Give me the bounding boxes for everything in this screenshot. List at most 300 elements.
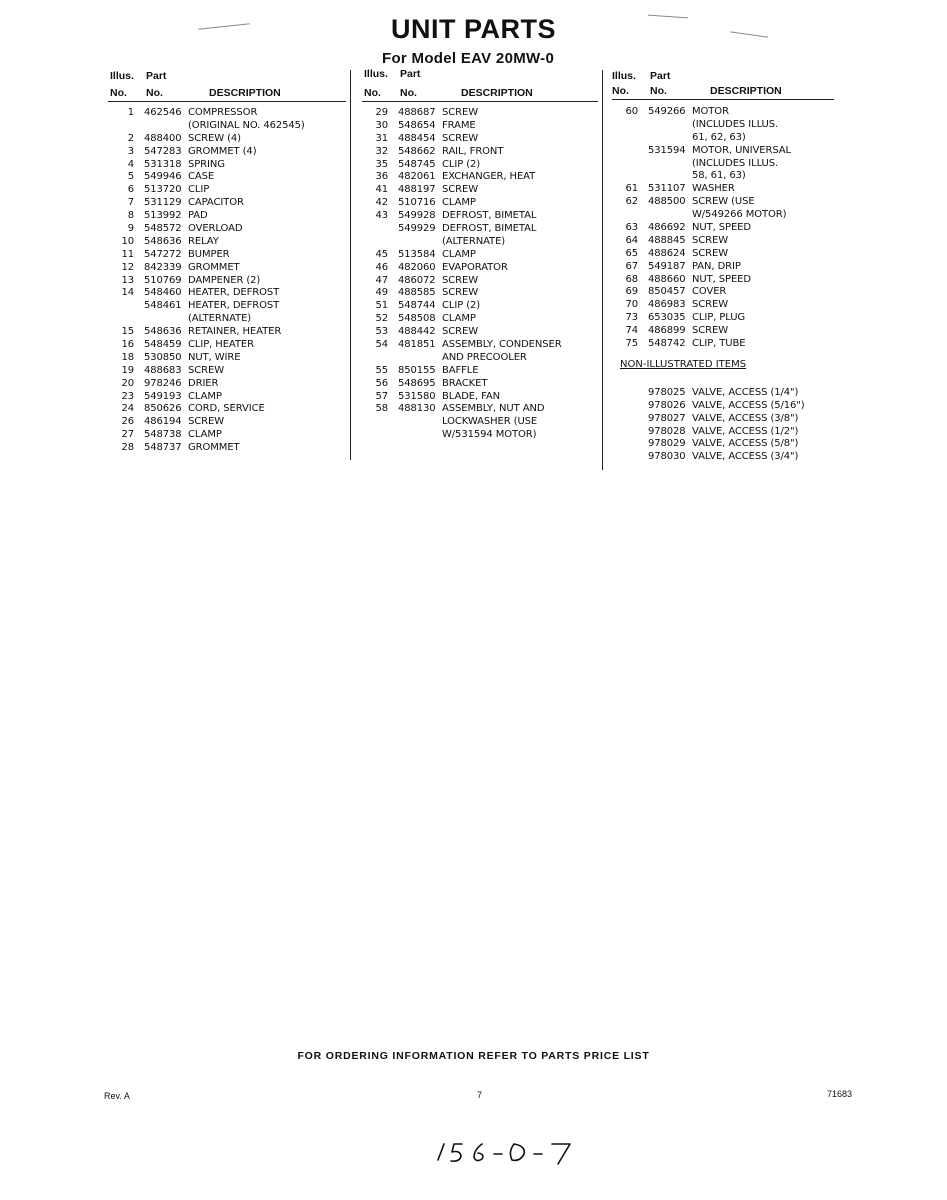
illus-number: 41 [375, 184, 388, 196]
part-number: 548459 [144, 339, 182, 351]
parts-column-1 [108, 68, 346, 455]
illus-number: 18 [121, 351, 134, 363]
illus-number: 70 [625, 299, 638, 311]
part-row [612, 426, 834, 439]
parts-column-2 [362, 68, 598, 442]
model-subtitle: For Model EAV 20MW-0 [382, 50, 555, 67]
part-number: 530850 [144, 351, 182, 363]
part-row [362, 339, 598, 352]
part-number: 548662 [398, 145, 436, 157]
part-no-label: No. [400, 87, 417, 99]
illus-number: 42 [375, 197, 388, 209]
part-number: 850626 [144, 403, 182, 415]
part-number: 548461 [144, 300, 182, 312]
part-description: EVAPORATOR [442, 261, 508, 273]
part-row [612, 325, 834, 338]
part-description: HEATER, DEFROST [188, 300, 280, 312]
part-description: CLAMP [188, 390, 222, 402]
part-number: 488687 [398, 107, 436, 118]
illus-number [612, 426, 648, 439]
illus-number [108, 313, 144, 326]
part-row [612, 338, 834, 351]
part-number: 978026 [648, 399, 686, 411]
part-description: CORD, SERVICE [188, 403, 265, 415]
illus-number: 13 [121, 274, 134, 286]
illus-number: 36 [375, 171, 388, 183]
part-row [612, 183, 834, 196]
part-number: 548508 [398, 313, 436, 325]
part-row [612, 451, 834, 464]
part-description: W/549266 MOTOR) [692, 209, 787, 221]
part-description: COVER [692, 286, 727, 298]
part-description: PAN, DRIP [692, 260, 741, 272]
part-number: 549193 [144, 390, 182, 402]
part-number: 513992 [144, 210, 182, 222]
illus-number: 32 [375, 145, 388, 157]
part-description: ASSEMBLY, NUT AND [442, 403, 545, 415]
part-description: SCREW [188, 416, 224, 428]
part-number: 531580 [398, 390, 436, 402]
part-description: RELAY [188, 235, 219, 247]
part-row [362, 313, 598, 326]
illus-number: 64 [625, 234, 638, 246]
part-number: 978025 [648, 386, 686, 398]
column-divider [350, 70, 351, 460]
part-description: VALVE, ACCESS (1/2") [692, 425, 799, 437]
part-row [108, 249, 346, 262]
illus-number: 69 [625, 286, 638, 298]
illus-number: 2 [127, 132, 134, 144]
part-description: 61, 62, 63) [692, 131, 746, 143]
illus-number: 62 [625, 196, 638, 208]
part-row [612, 132, 834, 145]
illus-number: 68 [625, 273, 638, 285]
part-description: GROMMET [188, 261, 240, 273]
part-number: 488683 [144, 364, 182, 376]
part-description: OVERLOAD [188, 223, 243, 235]
part-description: RETAINER, HEATER [188, 326, 282, 338]
part-row [612, 438, 834, 451]
part-row [108, 442, 346, 455]
part-description: CLAMP [188, 429, 222, 441]
illus-number: 6 [127, 184, 134, 196]
part-row [612, 286, 834, 299]
part-number: 531129 [144, 197, 182, 209]
illus-number: 60 [625, 106, 638, 117]
part-row [108, 159, 346, 172]
illus-number: 29 [375, 107, 388, 118]
part-description: DRIER [188, 377, 219, 389]
part-number: 547272 [144, 248, 182, 260]
part-description: HEATER, DEFROST [188, 287, 280, 299]
column-header [362, 68, 598, 102]
illus-number: 58 [375, 403, 388, 415]
part-description: VALVE, ACCESS (3/8") [692, 412, 799, 424]
part-number: 549266 [648, 106, 686, 117]
part-description: SPRING [188, 158, 225, 170]
part-row [362, 352, 598, 365]
part-label: Part [650, 70, 671, 82]
part-number: 548460 [144, 287, 182, 299]
description-label: DESCRIPTION [461, 87, 533, 99]
part-description: W/531594 MOTOR) [442, 429, 537, 441]
part-row [108, 223, 346, 236]
illus-no-label: No. [612, 85, 629, 97]
part-description: AND PRECOOLER [442, 351, 527, 363]
part-description: SCREW (4) [188, 132, 241, 144]
part-description: GROMMET (4) [188, 145, 257, 157]
illus-number: 24 [121, 403, 134, 415]
illus-number: 73 [625, 312, 638, 324]
part-number: 513720 [144, 184, 182, 196]
part-description: 58, 61, 63) [692, 170, 746, 182]
part-description: RAIL, FRONT [442, 145, 504, 157]
part-row [108, 378, 346, 391]
part-description: SCREW [442, 274, 478, 286]
part-number: 978027 [648, 412, 686, 424]
part-number: 513584 [398, 248, 436, 260]
part-number [648, 158, 692, 171]
illus-number: 15 [121, 326, 134, 338]
illus-number: 57 [375, 390, 388, 402]
part-row [108, 107, 346, 120]
part-description: (ORIGINAL NO. 462545) [188, 119, 305, 131]
illus-number: 11 [121, 248, 134, 260]
illus-number: 27 [121, 429, 134, 441]
part-number: 481851 [398, 339, 436, 351]
part-number: 850457 [648, 286, 686, 298]
part-number: 548572 [144, 223, 182, 235]
part-description: NUT, SPEED [692, 222, 751, 234]
part-number: 486899 [648, 325, 686, 337]
part-no-label: No. [146, 87, 163, 99]
part-number [144, 313, 188, 326]
illus-number: 28 [121, 442, 134, 454]
header-rule [612, 99, 834, 100]
illus-number: 35 [375, 158, 388, 170]
part-row [108, 403, 346, 416]
part-row [612, 196, 834, 209]
part-description: CLIP (2) [442, 158, 481, 170]
illus-number: 49 [375, 287, 388, 299]
part-row [362, 184, 598, 197]
part-row [362, 197, 598, 210]
part-row [612, 400, 834, 413]
part-description: VALVE, ACCESS (5/16") [692, 399, 805, 411]
part-row [108, 262, 346, 275]
part-number: 548654 [398, 119, 436, 131]
part-description: COMPRESSOR [188, 107, 258, 118]
part-number: 548737 [144, 442, 182, 454]
part-row [108, 171, 346, 184]
part-row [362, 391, 598, 404]
part-description: EXCHANGER, HEAT [442, 171, 536, 183]
part-description: CLIP (2) [442, 300, 481, 312]
parts-rows [108, 107, 346, 455]
part-number: 549929 [398, 223, 436, 235]
part-row [362, 249, 598, 262]
part-description: FRAME [442, 119, 476, 131]
illus-number: 1 [127, 107, 134, 118]
part-number: 488500 [648, 196, 686, 208]
part-description: (INCLUDES ILLUS. [692, 157, 779, 169]
illus-number: 65 [625, 247, 638, 259]
part-row [612, 158, 834, 171]
part-description: MOTOR, UNIVERSAL [692, 144, 791, 156]
part-row [362, 133, 598, 146]
part-number [398, 236, 442, 249]
part-row [612, 248, 834, 261]
illus-number: 46 [375, 261, 388, 273]
illus-number [612, 209, 648, 222]
part-description: SCREW [442, 326, 478, 338]
part-number: 548744 [398, 300, 436, 312]
part-description: (ALTERNATE) [442, 235, 506, 247]
part-row [108, 287, 346, 300]
part-row [362, 159, 598, 172]
part-number: 488585 [398, 287, 436, 299]
part-number [398, 352, 442, 365]
part-number: 531318 [144, 158, 182, 170]
illus-number [612, 119, 648, 132]
part-row [612, 235, 834, 248]
part-description: SCREW [692, 234, 728, 246]
illus-number [362, 223, 398, 236]
ordering-note: FOR ORDERING INFORMATION REFER TO PARTS PRICE LIST [297, 1050, 650, 1062]
part-number: 548636 [144, 326, 182, 338]
illus-label: Illus. [364, 68, 388, 80]
illus-number [612, 170, 648, 183]
part-number: 531594 [648, 144, 686, 156]
part-description: SCREW (USE [692, 196, 755, 208]
part-number: 549946 [144, 171, 182, 183]
part-number: 548636 [144, 235, 182, 247]
part-row [108, 184, 346, 197]
illus-number: 3 [127, 145, 134, 157]
part-number: 486194 [144, 416, 182, 428]
part-row [612, 209, 834, 222]
part-number [648, 209, 692, 222]
part-description: BUMPER [188, 248, 230, 260]
handwritten-note [430, 1132, 580, 1168]
part-row [612, 145, 834, 158]
part-row [108, 326, 346, 339]
part-number: 488624 [648, 247, 686, 259]
illus-number: 7 [127, 197, 134, 209]
part-row [362, 416, 598, 429]
part-number [648, 170, 692, 183]
part-row [108, 120, 346, 133]
part-description: SCREW [692, 325, 728, 337]
part-number: 842339 [144, 261, 182, 273]
part-label: Part [146, 70, 167, 82]
part-description: (INCLUDES ILLUS. [692, 118, 779, 130]
part-description: SCREW [442, 184, 478, 196]
part-row [108, 197, 346, 210]
illus-no-label: No. [364, 87, 381, 99]
illus-number [612, 158, 648, 171]
illus-number: 56 [375, 377, 388, 389]
part-number: 488197 [398, 184, 436, 196]
part-description: SCREW [442, 107, 478, 118]
parts-rows [612, 106, 834, 351]
illus-number [612, 438, 648, 451]
part-number: 549928 [398, 210, 436, 222]
part-row [612, 387, 834, 400]
part-description: WASHER [692, 183, 735, 195]
part-row [612, 312, 834, 325]
part-row [362, 326, 598, 339]
part-description: CLIP [188, 184, 210, 196]
part-description: VALVE, ACCESS (5/8") [692, 438, 799, 450]
part-number: 548745 [398, 158, 436, 170]
part-row [362, 146, 598, 159]
illus-number [362, 236, 398, 249]
illus-number: 4 [127, 158, 134, 170]
part-row [108, 146, 346, 159]
part-number: 548742 [648, 338, 686, 350]
part-row [362, 365, 598, 378]
revision-label: Rev. A [104, 1091, 130, 1101]
illus-number: 75 [625, 338, 638, 350]
illus-number: 9 [127, 223, 134, 235]
illus-number: 53 [375, 326, 388, 338]
part-description: SCREW [188, 364, 224, 376]
illus-number [362, 429, 398, 442]
part-number: 488660 [648, 273, 686, 285]
part-description: CLAMP [442, 197, 476, 209]
part-number: 482060 [398, 261, 436, 273]
part-number [648, 119, 692, 132]
part-description: PAD [188, 210, 208, 222]
illus-no-label: No. [110, 87, 127, 99]
part-row [362, 236, 598, 249]
part-row [108, 429, 346, 442]
part-description: DEFROST, BIMETAL [442, 210, 537, 222]
document-code: 71683 [827, 1089, 853, 1099]
part-number: 978029 [648, 438, 686, 450]
part-row [108, 236, 346, 249]
part-row [108, 365, 346, 378]
illus-number: 26 [121, 416, 134, 428]
illus-number: 14 [121, 287, 134, 299]
part-description: NUT, WIRE [188, 351, 241, 363]
part-description: DAMPENER (2) [188, 274, 261, 286]
illus-number [108, 300, 144, 313]
part-row [108, 352, 346, 365]
illus-number [612, 132, 648, 145]
illus-number [108, 120, 144, 133]
part-row [362, 107, 598, 120]
illus-number: 54 [375, 339, 388, 351]
illus-number: 51 [375, 300, 388, 312]
part-number: 488845 [648, 234, 686, 246]
part-row [362, 429, 598, 442]
non-illustrated-heading: NON-ILLUSTRATED ITEMS [620, 358, 747, 370]
illus-number: 47 [375, 274, 388, 286]
part-description: MOTOR [692, 106, 729, 117]
non-illustrated-rows [612, 387, 834, 464]
part-row [362, 275, 598, 288]
part-row [108, 275, 346, 288]
part-row [612, 299, 834, 312]
part-row [612, 261, 834, 274]
illus-number: 20 [121, 377, 134, 389]
part-number: 510716 [398, 197, 436, 209]
page-title: UNIT PARTS [391, 14, 556, 44]
part-description: SCREW [692, 247, 728, 259]
part-number: 462546 [144, 107, 182, 118]
header-rule [362, 101, 598, 102]
illus-number [612, 400, 648, 413]
illus-number: 10 [121, 235, 134, 247]
part-description: NUT, SPEED [692, 273, 751, 285]
part-row [108, 133, 346, 146]
part-row [362, 210, 598, 223]
part-number: 486072 [398, 274, 436, 286]
part-row [612, 274, 834, 287]
part-number [398, 416, 442, 429]
illus-number: 67 [625, 260, 638, 272]
part-number: 653035 [648, 312, 686, 324]
illus-number: 61 [625, 183, 638, 195]
part-description: SCREW [442, 132, 478, 144]
part-number [648, 132, 692, 145]
part-row [612, 119, 834, 132]
illus-label: Illus. [612, 70, 636, 82]
part-row [108, 313, 346, 326]
part-number: 488130 [398, 403, 436, 415]
part-description: CLIP, PLUG [692, 312, 746, 324]
part-description: CAPACITOR [188, 197, 244, 209]
illus-number: 74 [625, 325, 638, 337]
part-row [108, 210, 346, 223]
part-number: 486983 [648, 299, 686, 311]
part-row [362, 300, 598, 313]
part-description: SCREW [692, 299, 728, 311]
part-number: 486692 [648, 222, 686, 234]
part-description: VALVE, ACCESS (1/4") [692, 386, 799, 398]
part-description: CLIP, HEATER [188, 339, 254, 351]
part-description: LOCKWASHER (USE [442, 416, 538, 428]
illus-number: 31 [375, 132, 388, 144]
part-description: CLAMP [442, 313, 476, 325]
parts-rows [362, 107, 598, 442]
part-number: 547283 [144, 145, 182, 157]
part-row [108, 339, 346, 352]
part-number: 978030 [648, 451, 686, 463]
illus-number [612, 387, 648, 400]
part-row [362, 287, 598, 300]
illus-number [362, 416, 398, 429]
part-row [362, 171, 598, 184]
part-description: CLIP, TUBE [692, 338, 746, 350]
illus-number: 30 [375, 119, 388, 131]
illus-number: 45 [375, 248, 388, 260]
part-description: ASSEMBLY, CONDENSER [442, 339, 562, 351]
page-number: 7 [477, 1090, 483, 1100]
part-number: 978246 [144, 377, 182, 389]
part-description: CASE [188, 171, 215, 183]
part-row [362, 120, 598, 133]
description-label: DESCRIPTION [710, 85, 782, 97]
part-row [108, 416, 346, 429]
header-rule [108, 101, 346, 102]
part-row [612, 170, 834, 183]
illus-number: 55 [375, 364, 388, 376]
part-number: 531107 [648, 183, 686, 195]
part-number: 482061 [398, 171, 436, 183]
